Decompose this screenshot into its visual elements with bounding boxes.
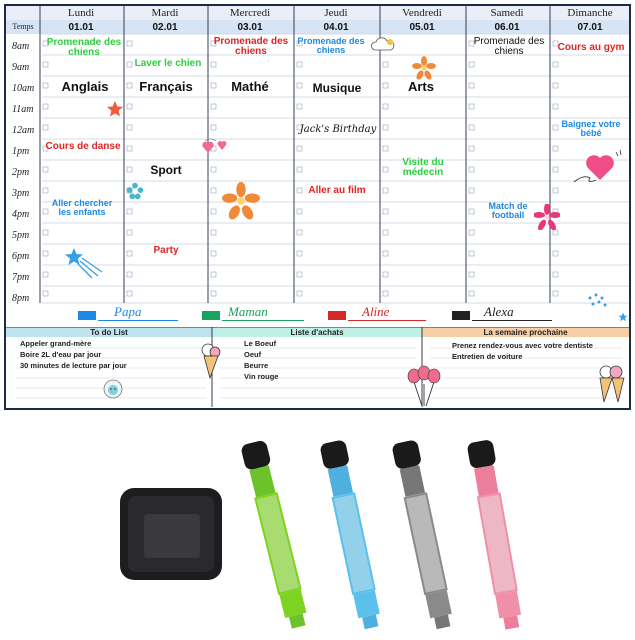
flower-orange-icon	[222, 182, 260, 220]
weekly-planner-board	[4, 4, 631, 410]
rain-drops-icon	[586, 292, 610, 314]
legend-label-alexa: Alexa	[484, 304, 514, 319]
note-visite-medecin: Visite du médecin	[402, 157, 444, 178]
next-week-title: La semaine prochaine	[483, 328, 568, 337]
note-jacks-birthday: Jack's Birthday	[299, 124, 377, 135]
shopping-item: Vin rouge	[244, 372, 279, 381]
day-header-sunday: Dimanche	[567, 7, 613, 19]
note-cours-gym: Cours au gym	[557, 42, 625, 53]
legend-swatch-aline	[328, 311, 346, 320]
flower-pink-icon	[534, 204, 560, 230]
shopping-item: Le Boeuf	[244, 339, 277, 348]
day-header-tuesday: Mardi	[151, 7, 179, 19]
todo-title: To do List	[90, 328, 128, 337]
day-header-friday: Vendredi	[402, 7, 442, 19]
marker-grey	[388, 436, 458, 636]
note-francais: Français	[139, 79, 193, 94]
legend-line	[98, 320, 178, 321]
day-header-thursday: Jeudi	[324, 7, 348, 19]
heart-icon	[572, 146, 624, 186]
time-label: 8pm	[12, 293, 30, 304]
legend-label-papa: Papa	[114, 304, 142, 319]
shooting-star-icon	[64, 246, 104, 280]
note-aller-enfants: Aller chercher les enfants	[51, 198, 113, 217]
date-friday: 05.01	[409, 22, 435, 33]
note-sport: Sport	[150, 163, 182, 177]
note-promenade-mercredi: Promenade des chiens	[213, 36, 289, 57]
star-small-icon	[618, 312, 628, 322]
legend-label-aline: Aline	[362, 304, 390, 319]
note-promenade-lundi: Promenade des chiens	[46, 37, 122, 58]
time-label: 7pm	[12, 272, 30, 283]
date-monday: 01.01	[68, 22, 94, 33]
next-week-item: Prenez rendez-vous avec votre dentiste	[452, 341, 593, 350]
time-label: 6pm	[12, 251, 30, 262]
note-musique: Musique	[312, 81, 362, 95]
time-column-header: Temps	[12, 22, 34, 31]
day-header-monday: Lundi	[67, 7, 95, 19]
note-promenade-jeudi: Promenade des chiens	[297, 36, 365, 55]
legend-line	[222, 320, 304, 321]
time-label: 5pm	[12, 230, 30, 241]
legend-swatch-maman	[202, 311, 220, 320]
marker-green	[240, 436, 310, 636]
magnetic-eraser	[116, 484, 226, 584]
note-anglais: Anglais	[61, 79, 109, 94]
todo-item: Appeler grand-mère	[20, 339, 92, 348]
time-label: 1pm	[12, 146, 30, 157]
shopping-item: Beurre	[244, 361, 269, 370]
flower-small-icon	[412, 56, 436, 80]
note-aller-film: Aller au film	[308, 185, 366, 196]
time-label: 8am	[12, 41, 30, 52]
note-laver-chien: Laver le chien	[134, 58, 202, 69]
date-saturday: 06.01	[494, 22, 520, 33]
time-label: 2pm	[12, 167, 30, 178]
flower-icon	[126, 182, 144, 200]
day-header-saturday: Samedi	[490, 7, 524, 19]
date-tuesday: 02.01	[152, 22, 178, 33]
legend-line	[472, 320, 552, 321]
ice-cream-pair-icon	[594, 362, 630, 406]
legend-line	[348, 320, 426, 321]
note-mathe: Mathé	[231, 79, 269, 94]
time-label: 12am	[12, 125, 35, 136]
marker-blue	[316, 436, 386, 636]
note-party: Party	[153, 245, 179, 256]
note-arts: Arts	[407, 79, 434, 94]
todo-item: Boire 2L d'eau par jour	[20, 350, 102, 359]
time-label: 11am	[12, 104, 34, 115]
legend-swatch-papa	[78, 311, 96, 320]
date-wednesday: 03.01	[237, 22, 263, 33]
ice-cream-icon	[198, 340, 224, 380]
time-label: 3pm	[12, 188, 30, 199]
note-cours-danse: Cours de danse	[45, 141, 121, 152]
note-match-football: Match de football	[488, 201, 528, 220]
hearts-icon	[202, 137, 232, 157]
day-header-wednesday: Mercredi	[229, 7, 271, 19]
shopping-item: Oeuf	[244, 350, 262, 359]
cloud-icon	[370, 36, 396, 54]
date-thursday: 04.01	[323, 22, 349, 33]
flowers-bouquet-icon	[402, 364, 446, 408]
next-week-item: Entretien de voiture	[452, 352, 523, 361]
shopping-title: Liste d'achats	[290, 328, 344, 337]
time-label: 9am	[12, 62, 30, 73]
note-baignez-bebe: Baignez votre bébé	[561, 119, 621, 138]
time-label: 10am	[12, 83, 35, 94]
time-label: 4pm	[12, 209, 30, 220]
todo-item: 30 minutes de lecture par jour	[20, 361, 127, 370]
cat-astronaut-icon	[102, 378, 124, 400]
note-promenade-samedi: Promenade des chiens	[473, 36, 545, 57]
star-icon	[106, 100, 124, 118]
date-sunday: 07.01	[577, 22, 603, 33]
legend-swatch-alexa	[452, 311, 470, 320]
marker-pink	[460, 436, 530, 636]
legend-label-maman: Maman	[228, 304, 268, 319]
